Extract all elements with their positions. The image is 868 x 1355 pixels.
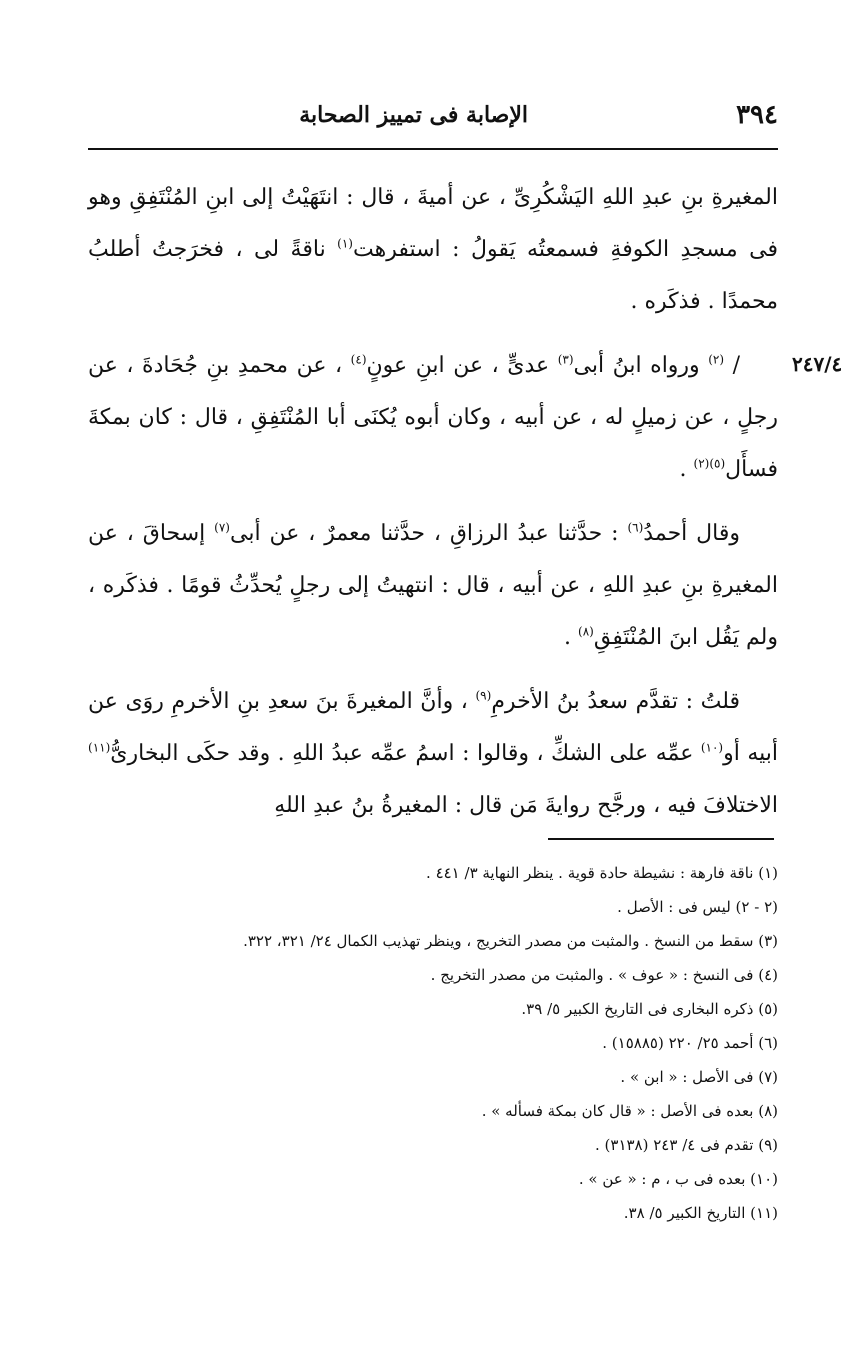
footnote-marker: (٤) (350, 352, 367, 367)
text-run: : حدَّثنا عبدُ الرزاقِ ، حدَّثنا معمرٌ ، عن أبى (229, 521, 628, 546)
footnote-rule (548, 838, 774, 840)
text-run: ناقةً لى ، فخرَجتُ أطلبُ محمدًا . فذكَره . (88, 237, 778, 314)
text-run: / (724, 353, 740, 378)
footnote-7: (٧) فى الأصل : « ابن » . (620, 1068, 778, 1086)
text-run: المغيرةِ بنِ عبدِ اللهِ اليَشْكُرِىِّ ، عن أميةَ ، قال : انتَهَيْتُ إلى ابنِ المُنْتَفِقِ وهو فى مسجدِ الكوفةِ فسمعتُه يَقولُ : استفرهت (88, 185, 778, 262)
text-run: ، عن محمدِ بنِ جُحَادةَ ، عن رجلٍ ، عن زميلٍ له ، عن أبيه ، وكان أبوه يُكنَى أبا المُنْتَفِقِ ، قال : كان بمكةَ فسأَل (88, 353, 778, 482)
footnote-8: (٨) بعده فى الأصل : « قال كان بمكة فسأله » . (481, 1102, 778, 1120)
footnote-marker: (٢) (708, 352, 725, 367)
footnote-4: (٤) فى النسخ : « عوف » . والمثبت من مصدر التخريج . (430, 966, 778, 984)
footnote-marker: (٦) (627, 520, 644, 535)
text-run: . (564, 625, 579, 650)
text-run: إسحاقَ ، عن المغيرةِ بنِ عبدِ اللهِ ، عن أبيه ، قال : انتهيتُ إلى رجلٍ يُحدِّثُ قومًا . فذكَره ، ولم يَقُل ابنَ المُنْتَفِقِ (88, 521, 778, 650)
footnote-5: (٥) ذكره البخارى فى التاريخ الكبير ٥/ ٣٩. (521, 1000, 778, 1018)
footnote-1: (١) ناقة فارهة : نشيطة حادة قوية . ينظر النهاية ٣/ ٤٤١ . (426, 864, 778, 882)
paragraph-1 (88, 172, 778, 328)
margin-reference: ٢٤٧/٤ (792, 352, 843, 376)
text-run: ، وأنَّ المغيرةَ بنَ سعدِ بنِ الأخرمِ روَى عن أبيه أو (88, 689, 778, 766)
page-number: ٣٩٤ (736, 100, 778, 130)
text-run: عمِّه على الشكِّ ، وقالوا : اسمُ عمِّه عبدُ اللهِ . وقد حكَى البخارىُّ (110, 741, 701, 766)
header-rule (88, 148, 778, 150)
footnote-marker: (٧) (214, 520, 230, 535)
footnote-6: (٦) أحمد ٢٥/ ٢٢٠ (١٥٨٨٥) . (602, 1034, 778, 1052)
text-run: عدىٍّ ، عن ابنِ عونٍ (366, 353, 558, 378)
footnote-9: (٩) تقدم فى ٤/ ٢٤٣ (٣١٣٨) . (595, 1136, 778, 1154)
paragraph-3 (88, 508, 778, 664)
paragraph-4 (88, 676, 778, 832)
text-run: ورواه ابنُ أبى (573, 353, 709, 378)
text-run: قلتُ : تقدَّم سعدُ بنُ الأخرمِ (491, 689, 740, 714)
text-run: . (679, 457, 694, 482)
footnote-marker: (١٠) (700, 740, 724, 755)
running-title: الإصابة فى تمييز الصحابة (299, 102, 528, 128)
page-header (88, 92, 778, 140)
footnotes (88, 856, 778, 1230)
text-run: وقال أحمدُ (643, 521, 740, 546)
footnote-marker: (٨) (578, 624, 594, 639)
footnote-marker: (٩) (475, 688, 492, 703)
footnote-marker: (١١) (88, 740, 111, 755)
paragraph-2 (88, 340, 778, 496)
footnote-10: (١٠) بعده فى ب ، م : « عن » . (578, 1170, 778, 1188)
text-run: الاختلافَ فيه ، ورجَّح روايةَ مَن قال : المغيرةُ بنُ عبدِ اللهِ (274, 793, 778, 818)
footnote-marker: (١) (337, 236, 353, 251)
footnote-marker: (٣) (557, 352, 574, 367)
main-text (88, 172, 778, 844)
footnote-marker: (٥)(٢) (693, 456, 726, 471)
footnote-11: (١١) التاريخ الكبير ٥/ ٣٨. (623, 1204, 778, 1222)
footnote-2: (٢ - ٢) ليس فى : الأصل . (617, 898, 778, 916)
footnote-3: (٣) سقط من النسخ . والمثبت من مصدر التخريج ، وينظر تهذيب الكمال ٢٤/ ٣٢١، ٣٢٢. (243, 932, 778, 950)
